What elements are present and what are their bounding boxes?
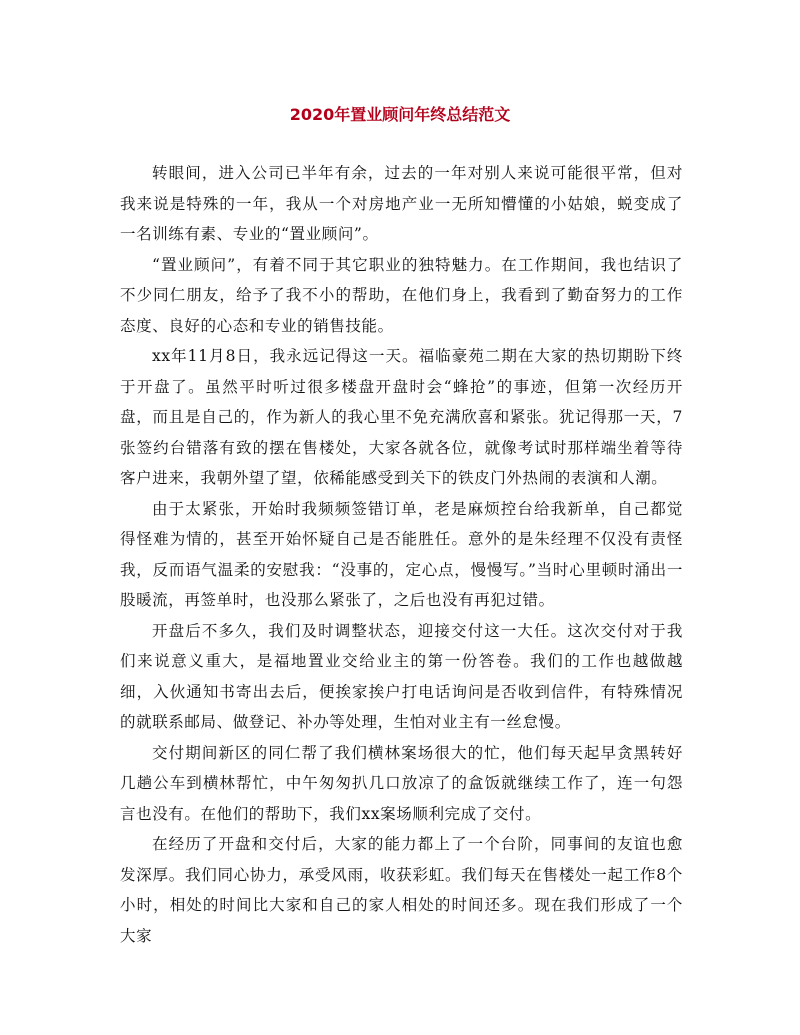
paragraph: 转眼间，进入公司已半年有余，过去的一年对别人来说可能很平常，但对我来说是特殊的一年，我从一个对房地产业一无所知懵懂的小姑娘，蜕变成了一名训练有素、专业的“置业顾问”。 — [120, 164, 683, 243]
paragraph: “置业顾问”，有着不同于其它职业的独特魅力。在工作期间，我也结识了不少同仁朋友，给予了我不小的帮助，在他们身上，我看到了勤奋努力的工作态度、良好的心态和专业的销售技能。 — [120, 255, 683, 335]
paragraph: xx年11月8日，我永远记得这一天。福临豪苑二期在大家的热切期盼下终于开盘了。虽然平时听过很多楼盘开盘时会“蜂抢”的事迹，但第一次经历开盘，而且是自己的，作为新人的我心里不免充满欣喜和紧张。犹记得那一天，7张签约台错落有致的摆在售楼处，大家各就各位，就像考试时那样端坐着等待客户进来，我朝外望了望，依稀能感受到关下的铁皮门外热闹的表演和人潮。 — [120, 347, 683, 487]
paragraph: 开盘后不多久，我们及时调整状态，迎接交付这一大任。这次交付对于我们来说意义重大，是福地置业交给业主的第一份答卷。我们的工作也越做越细，入伙通知书寄出去后，便挨家挨户打电话询问是否收到信件，有特殊情况的就联系邮局、做登记、补办等处理，生怕对业主有一丝怠慢。 — [120, 621, 683, 731]
document-title: 2020年置业顾问年终总结范文 — [289, 105, 511, 124]
paragraph: 交付期间新区的同仁帮了我们横林案场很大的忙，他们每天起早贪黑转好几趟公车到横林帮忙，中午匆匆扒几口放凉了的盒饭就继续工作了，连一句怨言也没有。在他们的帮助下，我们xx案场顺利完成了交付。 — [120, 743, 683, 823]
paragraph: 由于太紧张，开始时我频频签错订单，老是麻烦控台给我新单，自己都觉得怪难为情的，甚至开始怀疑自己是否能胜任。意外的是朱经理不仅没有责怪我，反而语气温柔的安慰我：“没事的，定心点，慢慢写。”当时心里顿时涌出一股暖流，再签单时，也没那么紧张了，之后也没有再犯过错。 — [120, 499, 683, 609]
document-body — [120, 158, 683, 951]
paragraph: 在经历了开盘和交付后，大家的能力都上了一个台阶，同事间的友谊也愈发深厚。我们同心协力，承受风雨，收获彩虹。我们每天在售楼处一起工作8个小时，相处的时间比大家和自己的家人相处的时间还多。现在我们形成了一个大家 — [120, 835, 683, 945]
